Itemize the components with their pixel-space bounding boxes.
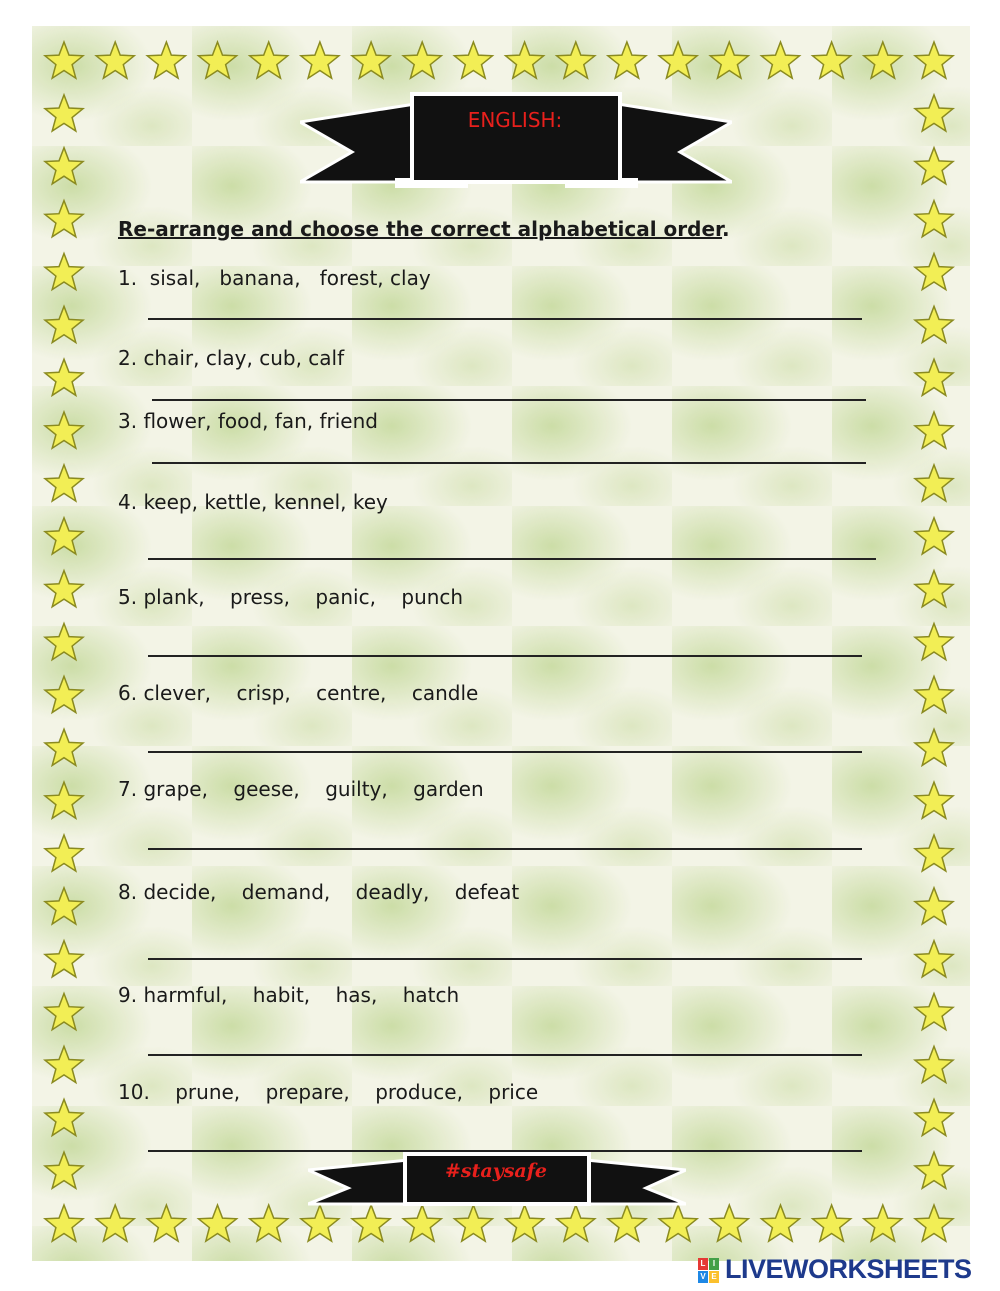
answer-line-1[interactable]: [148, 318, 862, 320]
answer-line-9[interactable]: [148, 1054, 862, 1056]
question-5: 5. plank, press, panic, punch: [118, 585, 464, 609]
question-7: 7. grape, geese, guilty, garden: [118, 777, 484, 801]
question-8: 8. decide, demand, deadly, defeat: [118, 880, 520, 904]
footer-banner: [308, 1152, 686, 1216]
banner-title: ENGLISH:: [467, 108, 563, 132]
question-2: 2. chair, clay, cub, calf: [118, 346, 345, 370]
question-10: 10. prune, prepare, produce, price: [118, 1080, 539, 1104]
answer-line-5[interactable]: [148, 655, 862, 657]
liveworksheets-icon: L I V E: [698, 1258, 720, 1284]
watermark-text: LIVEWORKSHEETS: [725, 1254, 972, 1284]
question-3: 3. flower, food, fan, friend: [118, 409, 378, 433]
title-banner: [300, 92, 732, 204]
question-9: 9. harmful, habit, has, hatch: [118, 983, 460, 1007]
question-1: 1. sisal, banana, forest, clay: [118, 266, 431, 290]
question-6: 6. clever, crisp, centre, candle: [118, 681, 479, 705]
answer-line-6[interactable]: [148, 751, 862, 753]
question-4: 4. keep, kettle, kennel, key: [118, 490, 388, 514]
answer-line-8[interactable]: [148, 958, 862, 960]
answer-line-2[interactable]: [152, 399, 866, 401]
answer-line-7[interactable]: [148, 848, 862, 850]
footer-banner-text: #staysafe: [444, 1160, 547, 1182]
instruction-text: Re-arrange and choose the correct alphabetical order.: [118, 217, 730, 241]
worksheet-background: [32, 26, 970, 1261]
answer-line-4[interactable]: [148, 558, 876, 560]
liveworksheets-logo: [698, 1254, 998, 1288]
answer-line-3[interactable]: [152, 462, 866, 464]
